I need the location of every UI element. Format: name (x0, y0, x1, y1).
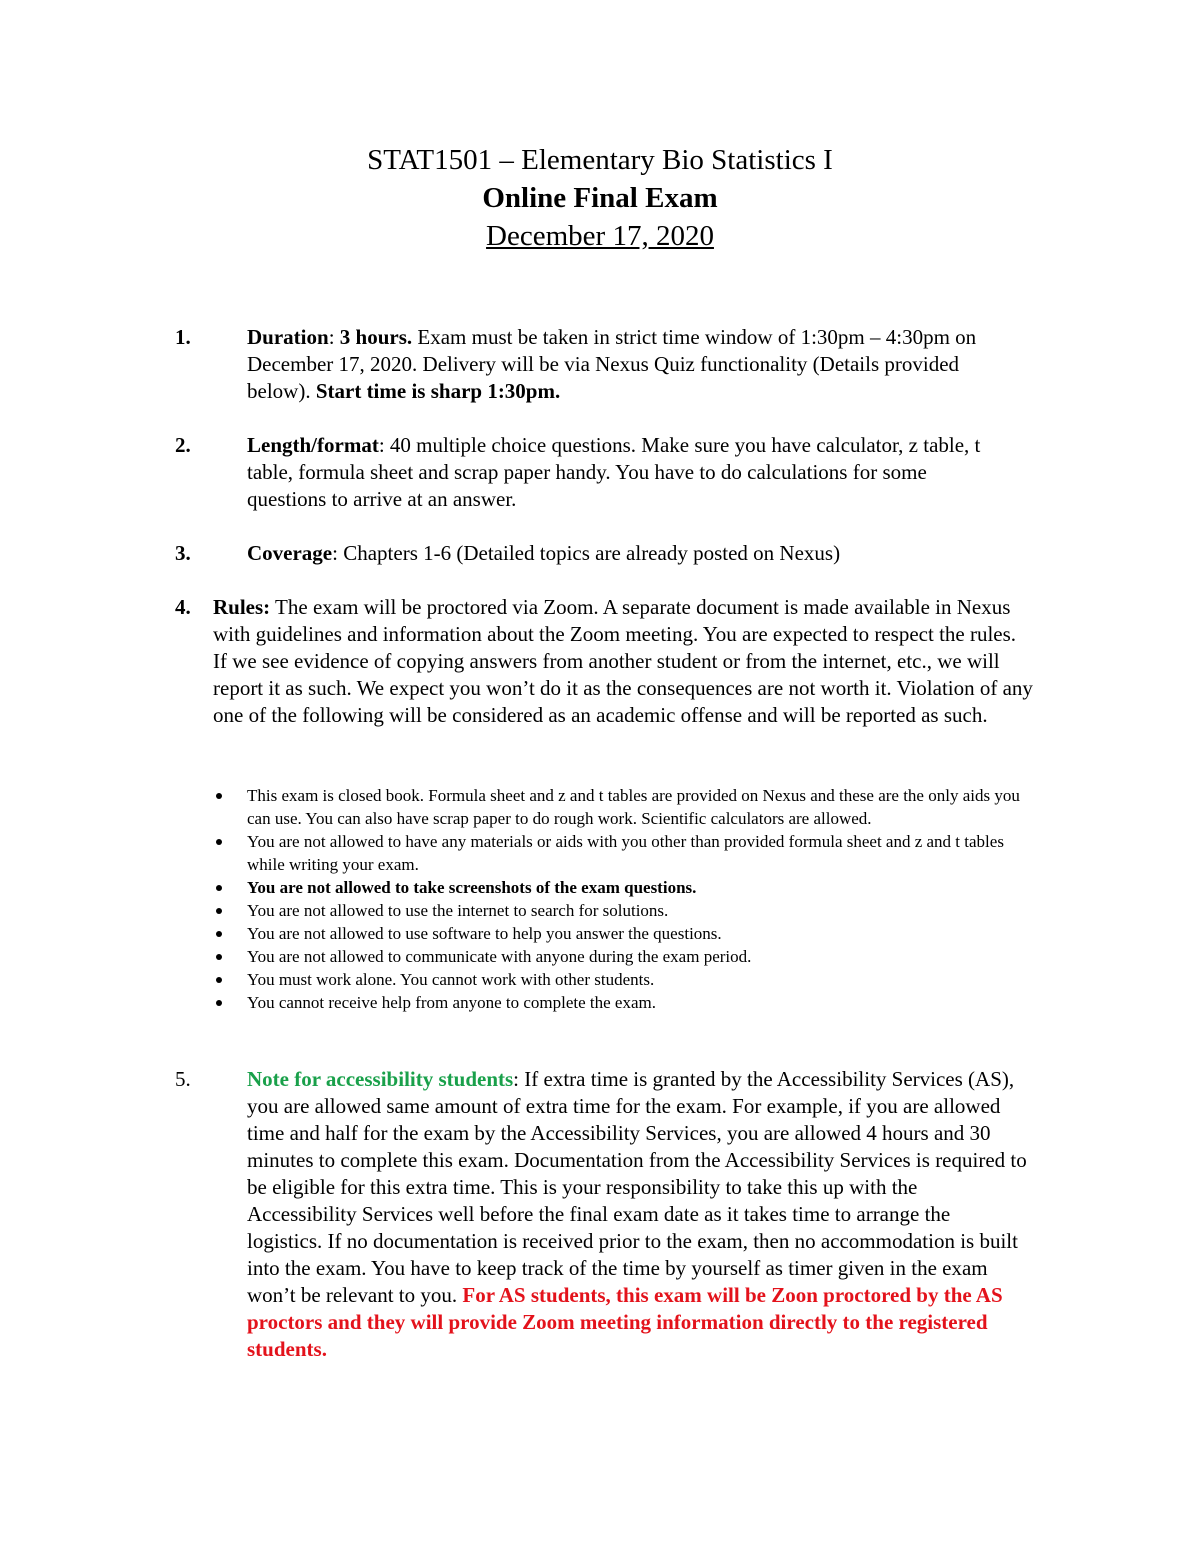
bullet-icon (216, 931, 222, 937)
exam-date: December 17, 2020 (486, 220, 714, 252)
list-item: You are not allowed to take screenshots of the exam questions. (213, 876, 1033, 899)
coverage-label: Coverage (247, 541, 333, 565)
item-coverage (247, 540, 1007, 567)
list-item: You are not allowed to communicate with anyone during the exam period. (213, 945, 1033, 968)
item-duration (247, 324, 1007, 405)
item-number-3: 3. (175, 541, 191, 565)
item-number-2: 2. (175, 433, 191, 457)
bullet-icon (216, 839, 222, 845)
accessibility-text: : If extra time is granted by the Accessibility Services (AS), you are allowed same amount of extra time for the exam. For example, if you are allowed time and half for the exam by the Accessibility Services, you are allowed 4 hours and 30 minutes to complete this exam. Documentation from the Accessibility Services is required to be eligible for this extra time. This is your responsibility to take this up with the Accessibility Services well before the final exam date as it takes time to arrange the logistics. If no documentation is received prior to the exam, then no accommodation is built into the exam. You have to keep track of the time by yourself as timer given in the exam won’t be relevant to you. (247, 1067, 1027, 1307)
accessibility-label: Note for accessibility students (247, 1067, 514, 1091)
item-number-4: 4. (175, 595, 191, 619)
rules-label: Rules: (213, 595, 271, 619)
length-label: Length/format (247, 433, 379, 457)
duration-label: Duration (247, 325, 329, 349)
course-title: STAT1501 – Elementary Bio Statistics I (367, 144, 833, 176)
rules-bullet-list (213, 784, 1033, 1014)
item-accessibility (247, 1066, 1027, 1363)
item-number-5: 5. (175, 1067, 191, 1091)
bullet-icon (216, 1000, 222, 1006)
list-item: You are not allowed to have any materials or aids with you other than provided formula sheet and z and t tables while writing your exam. (213, 830, 1033, 876)
bullet-icon (216, 954, 222, 960)
duration-colon: : (328, 325, 340, 349)
list-item: You cannot receive help from anyone to complete the exam. (213, 991, 1033, 1014)
length-text: : 40 multiple choice questions. Make sure you have calculator, z table, t table, formula sheet and scrap paper handy. You have to do calculations for some questions to arrive at an answer. (247, 433, 981, 511)
duration-text: Exam must be taken in strict time window of 1:30pm – 4:30pm on December 17, 2020. Delivery will be via Nexus Quiz functionality (Details provided below). (247, 325, 977, 403)
list-item: You are not allowed to use the internet to search for solutions. (213, 899, 1033, 922)
as-proctor-notice: For AS students, this exam will be Zoon proctored by the AS proctors and they will provide Zoom meeting information directly to the registered students. (247, 1283, 1003, 1361)
bullet-icon (216, 908, 222, 914)
duration-value: 3 hours. (339, 325, 413, 349)
item-length-format (247, 432, 1007, 513)
list-item: You are not allowed to use software to help you answer the questions. (213, 922, 1033, 945)
bullet-icon (216, 885, 222, 891)
duration-start-time: Start time is sharp 1:30pm. (315, 379, 561, 403)
bullet-icon (216, 977, 222, 983)
list-item: This exam is closed book. Formula sheet and z and t tables are provided on Nexus and these are the only aids you can use. You can also have scrap paper to do rough work. Scientific calculators are allowed. (213, 784, 1033, 830)
item-rules (213, 594, 1033, 729)
list-item: You must work alone. You cannot work with other students. (213, 968, 1033, 991)
rules-text: The exam will be proctored via Zoom. A separate document is made available in Nexus with guidelines and information about the Zoom meeting. You are expected to respect the rules. If we see evidence of copying answers from another student or from the internet, etc., we will report it as such. We expect you won’t do it as the consequences are not worth it. Violation of any one of the following will be considered as an academic offense and will be reported as such. (213, 595, 1033, 727)
coverage-text: : Chapters 1-6 (Detailed topics are already posted on Nexus) (332, 541, 841, 565)
bullet-icon (216, 793, 222, 799)
exam-title: Online Final Exam (482, 182, 718, 214)
item-number-1: 1. (175, 325, 191, 349)
